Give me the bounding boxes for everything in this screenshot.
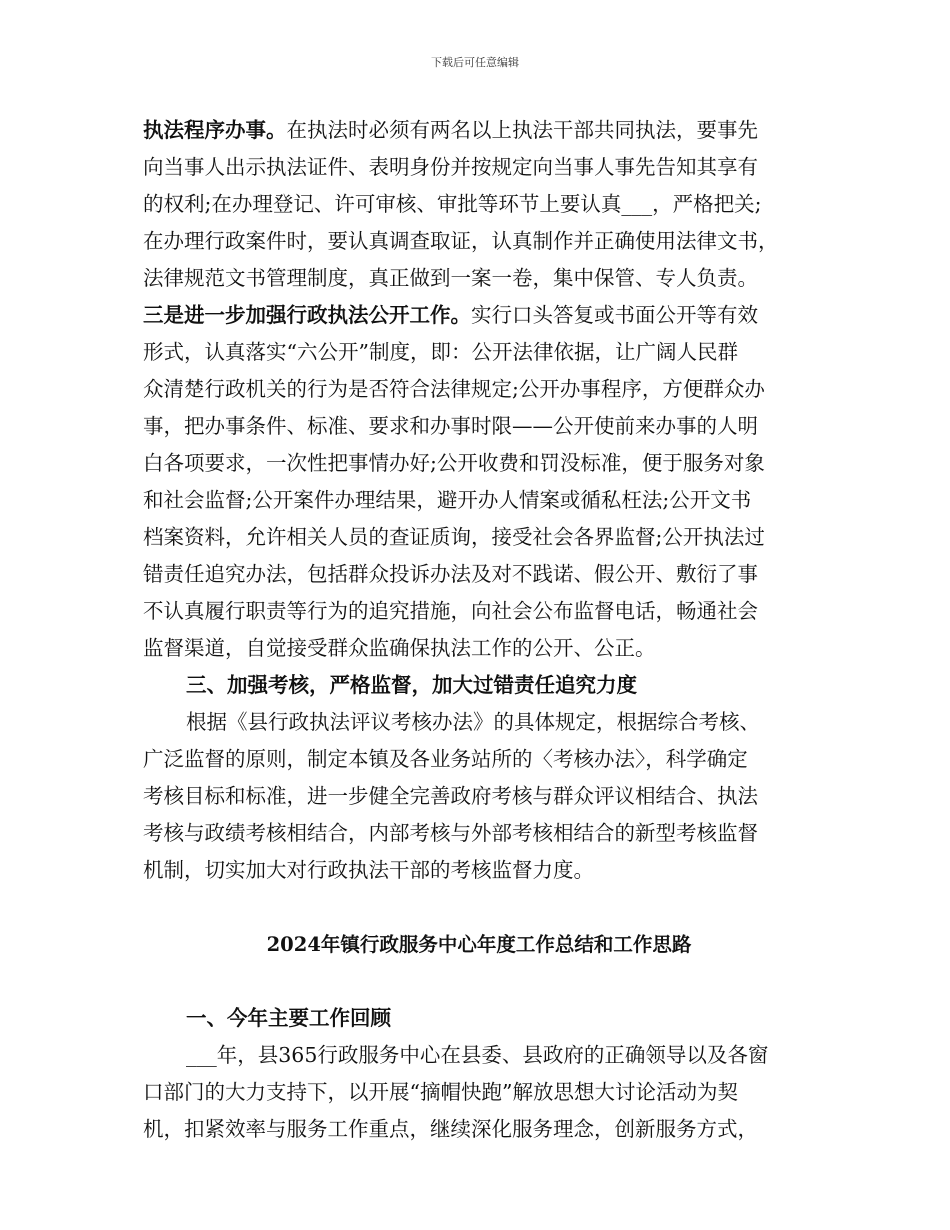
paragraph-line: [143, 630, 815, 667]
line-text: 形式，认真落实“六公开”制度，即：公开法律依据，让广阔人民群: [143, 340, 738, 364]
section-heading: [143, 667, 815, 704]
line-text: ___年，县365行政服务中心在县委、县政府的正确领导以及各窗: [186, 1043, 769, 1067]
paragraph-line: [143, 556, 815, 593]
line-text: 三、加强考核，严格监督，加大过错责任追究力度: [186, 673, 637, 697]
paragraph-line: [143, 260, 815, 297]
line-text: 的权利;在办理登记、许可审核、审批等环节上要认真___，严格把关;: [143, 192, 762, 216]
section-heading: [143, 1000, 815, 1037]
paragraph-line: [143, 519, 815, 556]
paragraph-line: [143, 371, 815, 408]
paragraph-line: [143, 815, 815, 852]
line-text: 在执法时必须有两名以上执法干部共同执法，要事先: [286, 118, 758, 142]
line-text: 法律规范文书管理制度，真正做到一案一卷，集中保管、专人负责。: [143, 266, 758, 290]
paragraph-line: [143, 1111, 815, 1148]
paragraph-line: [143, 1074, 815, 1111]
line-text: 不认真履行职责等行为的追究措施，向社会公布监督电话，畅通社会: [143, 599, 758, 623]
paragraph-line: [143, 1037, 815, 1074]
line-text: 在办理行政案件时，要认真调查取证，认真制作并正确使用法律文书，: [143, 229, 779, 253]
line-text: 白各项要求，一次性把事情办好;公开收费和罚没标准，便于服务对象: [143, 451, 765, 475]
line-text: 2024年镇行政服务中心年度工作总结和工作思路: [266, 933, 692, 956]
paragraph-line: [143, 186, 815, 223]
paragraph-line: [143, 408, 815, 445]
line-text: 档案资料，允许相关人员的查证质询，接受社会各界监督;公开执法过: [143, 525, 765, 549]
line-text: 错责任追究办法，包括群众投诉办法及对不践诺、假公开、敷衍了事: [143, 562, 758, 586]
line-text: 众清楚行政机关的行为是否符合法律规定;公开办事程序，方便群众办: [143, 377, 765, 401]
page-header: 下载后可任意编辑: [431, 56, 519, 69]
paragraph-line: [143, 112, 815, 149]
section-title: [143, 926, 815, 963]
line-text: 和社会监督;公开案件办理结果，避开办人情案或循私枉法;公开文书: [143, 488, 752, 512]
line-text: 口部门的大力支持下，以开展“摘帽快跑”解放思想大讨论活动为契: [143, 1080, 738, 1104]
bold-lead: 三是进一步加强行政执法公开工作。: [143, 303, 471, 327]
line-text: 实行口头答复或书面公开等有效: [471, 303, 758, 327]
paragraph-line: [143, 482, 815, 519]
line-text: 机，扣紧效率与服务工作重点，继续深化服务理念，创新服务方式，: [143, 1117, 758, 1141]
blank-line: [143, 963, 815, 1000]
line-text: 广泛监督的原则，制定本镇及各业务站所的〈考核办法〉，科学确定: [143, 747, 748, 771]
line-text: 机制，切实加大对行政执法干部的考核监督力度。: [143, 858, 594, 882]
line-text: 向当事人出示执法证件、表明身份并按规定向当事人事先告知其享有: [143, 155, 758, 179]
line-text: 监督渠道，自觉接受群众监确保执法工作的公开、公正。: [143, 636, 656, 660]
paragraph-line: [143, 334, 815, 371]
line-text: 考核与政绩考核相结合，内部考核与外部考核相结合的新型考核监督: [143, 821, 758, 845]
paragraph-line: [143, 852, 815, 889]
paragraph-line: [143, 704, 815, 741]
line-text: 考核目标和标准，进一步健全完善政府考核与群众评议相结合、执法: [143, 784, 758, 808]
paragraph-line: [143, 445, 815, 482]
paragraph-line: [143, 741, 815, 778]
document-body: [143, 112, 815, 1148]
line-text: 一、今年主要工作回顾: [186, 1006, 391, 1030]
paragraph-line: [143, 593, 815, 630]
paragraph-line: [143, 223, 815, 260]
paragraph-line: [143, 149, 815, 186]
paragraph-line: [143, 297, 815, 334]
bold-lead: 执法程序办事。: [143, 118, 287, 142]
paragraph-line: [143, 778, 815, 815]
line-text: 根据《县行政执法评议考核办法》的具体规定，根据综合考核、: [186, 710, 760, 734]
line-text: 事，把办事条件、标准、要求和办事时限——公开使前来办事的人明: [143, 414, 758, 438]
blank-line: [143, 889, 815, 926]
